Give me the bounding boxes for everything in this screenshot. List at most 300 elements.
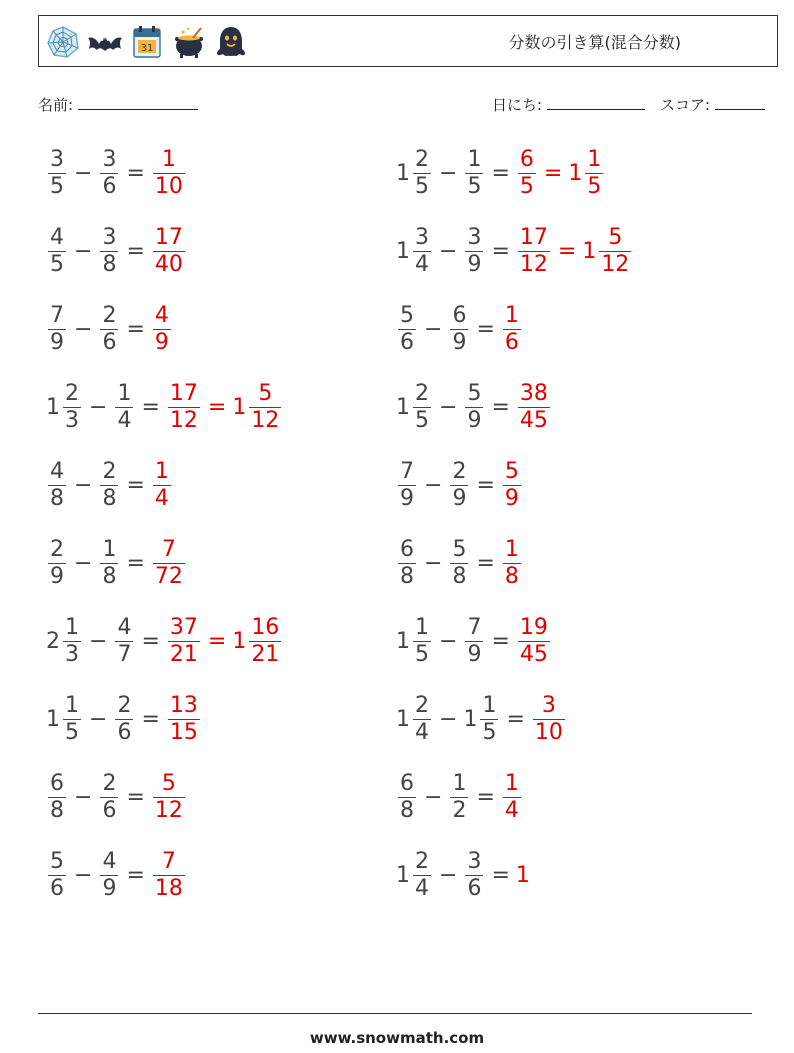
answer-fraction xyxy=(249,380,281,433)
minuend-numerator: 2 xyxy=(415,692,429,718)
cauldron-icon xyxy=(171,24,207,60)
subtrahend-number xyxy=(448,536,470,589)
minuend-number xyxy=(46,536,68,589)
equals-sign: = xyxy=(141,628,160,654)
minuend-numerator: 3 xyxy=(415,224,429,250)
answer-fraction xyxy=(518,146,536,199)
minus-sign: − xyxy=(424,472,443,498)
minus-sign: − xyxy=(424,784,443,810)
problem-item xyxy=(46,767,187,827)
answer-numerator: 1 xyxy=(161,146,176,172)
answer xyxy=(151,458,173,511)
answer-denominator: 8 xyxy=(504,563,519,589)
subtrahend-denominator: 6 xyxy=(102,173,117,199)
minus-sign: − xyxy=(74,550,93,576)
minuend-numerator: 6 xyxy=(400,536,414,562)
answer-numerator: 4 xyxy=(154,302,169,328)
problem-item xyxy=(46,611,283,671)
subtrahend-number xyxy=(463,146,485,199)
subtrahend-fraction xyxy=(100,224,118,277)
subtrahend-numerator: 7 xyxy=(467,614,482,640)
equals-sign: = xyxy=(126,472,145,498)
subtrahend-denominator: 9 xyxy=(467,407,482,433)
minuend-whole: 1 xyxy=(46,706,60,732)
answer-numerator: 38 xyxy=(519,380,548,406)
answer-numerator: 5 xyxy=(161,770,176,796)
answer-number xyxy=(151,770,187,823)
answer xyxy=(531,692,567,745)
answer xyxy=(516,380,552,433)
equals-sign: = xyxy=(141,706,160,732)
answer-fraction xyxy=(518,380,550,433)
answer-numerator: 13 xyxy=(169,692,198,718)
subtrahend-fraction xyxy=(465,380,483,433)
answer-denominator: 40 xyxy=(154,251,183,277)
answer xyxy=(166,614,283,667)
answer-number xyxy=(166,692,202,745)
minuend-number xyxy=(396,770,418,823)
subtrahend-fraction xyxy=(480,692,498,745)
answer-denominator: 5 xyxy=(519,173,534,199)
minuend-numerator: 2 xyxy=(65,380,79,406)
answer-fraction xyxy=(585,146,603,199)
score-blank xyxy=(715,95,765,110)
minus-sign: − xyxy=(74,784,93,810)
footer-url: www.snowmath.com xyxy=(309,1029,485,1047)
subtrahend-denominator: 9 xyxy=(452,485,467,511)
answer-numerator: 1 xyxy=(154,458,169,484)
answer xyxy=(501,770,523,823)
answer xyxy=(166,380,283,433)
subtrahend-fraction xyxy=(465,614,483,667)
minuend-number xyxy=(46,146,68,199)
equals-sign: = xyxy=(491,628,510,654)
minus-sign: − xyxy=(439,706,458,732)
minuend-numerator: 7 xyxy=(50,302,64,328)
answer xyxy=(166,692,202,745)
answer-whole: 1 xyxy=(232,628,247,654)
minuend-fraction xyxy=(48,302,66,355)
minuend-numerator: 5 xyxy=(400,302,414,328)
answer-numerator: 16 xyxy=(251,614,280,640)
answer-numerator: 17 xyxy=(154,224,183,250)
subtrahend-numerator: 1 xyxy=(482,692,497,718)
answer xyxy=(501,536,523,589)
problem-item xyxy=(46,377,283,437)
answer-number xyxy=(151,848,187,901)
answer-numerator: 1 xyxy=(504,302,519,328)
answer-fraction xyxy=(503,770,521,823)
minuend-denominator: 8 xyxy=(50,797,64,823)
subtrahend-numerator: 4 xyxy=(102,848,117,874)
minus-sign: − xyxy=(89,628,108,654)
subtrahend-denominator: 8 xyxy=(102,563,117,589)
minuend-fraction xyxy=(398,536,416,589)
minus-sign: − xyxy=(74,316,93,342)
minuend-numerator: 6 xyxy=(400,770,414,796)
calendar-icon xyxy=(129,24,165,60)
minuend-denominator: 6 xyxy=(50,875,64,901)
minuend-number xyxy=(396,302,418,355)
minuend-denominator: 5 xyxy=(50,251,64,277)
answer-number xyxy=(166,380,202,433)
answer-number xyxy=(151,302,173,355)
minuend-whole: 2 xyxy=(46,628,60,654)
minuend-fraction xyxy=(413,692,431,745)
answer-whole: 1 xyxy=(568,160,583,186)
answer-fraction xyxy=(249,614,281,667)
minuend-denominator: 9 xyxy=(400,485,414,511)
ghost-icon xyxy=(213,24,249,60)
date-label: 日にち: xyxy=(492,96,543,114)
answer-equals-sign: = xyxy=(207,628,227,654)
subtrahend-number xyxy=(113,692,135,745)
answer-numerator: 37 xyxy=(169,614,198,640)
minuend-fraction xyxy=(398,770,416,823)
answer-whole: 1 xyxy=(232,394,247,420)
minuend-denominator: 4 xyxy=(415,251,429,277)
problem-item xyxy=(46,689,202,749)
answer-number xyxy=(516,146,538,199)
subtrahend-number xyxy=(98,458,120,511)
minus-sign: − xyxy=(439,160,458,186)
answer xyxy=(501,302,523,355)
minuend-fraction xyxy=(413,146,431,199)
subtrahend-fraction xyxy=(450,458,468,511)
minuend-number xyxy=(46,770,68,823)
answer-denominator: 4 xyxy=(154,485,169,511)
worksheet-header xyxy=(38,15,778,67)
minus-sign: − xyxy=(439,238,458,264)
subtrahend-fraction xyxy=(100,458,118,511)
subtrahend-denominator: 9 xyxy=(452,329,467,355)
equals-sign: = xyxy=(126,550,145,576)
problem-item xyxy=(396,845,531,905)
answer xyxy=(516,614,552,667)
answer-numerator: 17 xyxy=(519,224,548,250)
minuend-denominator: 3 xyxy=(65,641,79,667)
problem-item xyxy=(396,767,523,827)
date-blank xyxy=(547,95,645,110)
minuend-number xyxy=(46,614,83,667)
answer-equals-sign: = xyxy=(543,160,563,186)
minuend-whole: 1 xyxy=(396,160,410,186)
equals-sign: = xyxy=(126,784,145,810)
minus-sign: − xyxy=(424,550,443,576)
subtrahend-denominator: 8 xyxy=(452,563,467,589)
minuend-numerator: 1 xyxy=(65,692,79,718)
minuend-whole: 1 xyxy=(396,862,410,888)
minuend-numerator: 5 xyxy=(50,848,64,874)
answer-number xyxy=(151,458,173,511)
minuend-denominator: 4 xyxy=(415,875,429,901)
minus-sign: − xyxy=(439,628,458,654)
problem-item xyxy=(396,377,552,437)
answer-number xyxy=(501,770,523,823)
subtrahend-fraction xyxy=(100,770,118,823)
minuend-denominator: 5 xyxy=(415,407,429,433)
subtrahend-denominator: 8 xyxy=(102,251,117,277)
subtrahend-fraction xyxy=(100,848,118,901)
answer-denominator: 10 xyxy=(534,719,563,745)
subtrahend-fraction xyxy=(115,692,133,745)
subtrahend-fraction xyxy=(115,614,133,667)
answer xyxy=(151,848,187,901)
footer-divider xyxy=(38,1013,752,1014)
minus-sign: − xyxy=(74,862,93,888)
bat-icon xyxy=(87,24,123,60)
answer-fraction xyxy=(533,692,565,745)
problem-item xyxy=(396,455,523,515)
worksheet-title: 分数の引き算(混合分数) xyxy=(508,33,681,52)
answer-denominator: 18 xyxy=(154,875,183,901)
subtrahend-numerator: 1 xyxy=(117,380,132,406)
subtrahend-numerator: 3 xyxy=(102,224,117,250)
equals-sign: = xyxy=(476,550,495,576)
minuend-number xyxy=(396,224,433,277)
answer-equals-sign: = xyxy=(557,238,577,264)
subtrahend-denominator: 6 xyxy=(102,329,117,355)
minuend-numerator: 2 xyxy=(415,146,429,172)
minuend-fraction xyxy=(48,458,66,511)
answer-fraction xyxy=(503,302,521,355)
subtrahend-fraction xyxy=(100,146,118,199)
minuend-denominator: 4 xyxy=(415,719,429,745)
minuend-numerator: 4 xyxy=(50,458,64,484)
svg-text:31: 31 xyxy=(140,43,154,54)
subtrahend-number xyxy=(98,146,120,199)
answer-fraction xyxy=(153,146,185,199)
answer-denominator: 12 xyxy=(519,251,548,277)
subtrahend-denominator: 6 xyxy=(467,875,482,901)
answer-number xyxy=(516,380,552,433)
minuend-whole: 1 xyxy=(396,394,410,420)
minuend-number xyxy=(396,848,433,901)
answer xyxy=(516,224,633,277)
answer-denominator: 12 xyxy=(251,407,280,433)
equals-sign: = xyxy=(506,706,525,732)
minus-sign: − xyxy=(439,862,458,888)
minus-sign: − xyxy=(89,706,108,732)
subtrahend-denominator: 5 xyxy=(482,719,497,745)
problem-item xyxy=(396,611,552,671)
equals-sign: = xyxy=(126,160,145,186)
subtrahend-numerator: 5 xyxy=(452,536,467,562)
problem-item xyxy=(396,689,567,749)
name-blank xyxy=(78,95,198,110)
answer-fraction xyxy=(503,536,521,589)
answer-numerator: 1 xyxy=(587,146,602,172)
subtrahend-numerator: 1 xyxy=(102,536,117,562)
equals-sign: = xyxy=(491,160,510,186)
answer-denominator: 72 xyxy=(154,563,183,589)
subtrahend-denominator: 9 xyxy=(467,251,482,277)
answer-denominator: 6 xyxy=(504,329,519,355)
minuend-denominator: 5 xyxy=(50,173,64,199)
minuend-whole: 1 xyxy=(396,238,410,264)
answer-number xyxy=(516,863,531,888)
answer-fraction xyxy=(153,302,171,355)
score-field xyxy=(660,94,765,115)
name-field xyxy=(38,94,198,115)
answer-number xyxy=(232,380,283,433)
subtrahend-numerator: 4 xyxy=(117,614,132,640)
answer-numerator: 5 xyxy=(608,224,623,250)
answer-denominator: 12 xyxy=(601,251,630,277)
answer-number xyxy=(501,302,523,355)
subtrahend-fraction xyxy=(465,146,483,199)
answer-numerator: 19 xyxy=(519,614,548,640)
subtrahend-numerator: 6 xyxy=(452,302,467,328)
subtrahend-number xyxy=(463,224,485,277)
answer-number xyxy=(531,692,567,745)
problem-item xyxy=(46,845,187,905)
subtrahend-number xyxy=(98,848,120,901)
subtrahend-number xyxy=(98,302,120,355)
equals-sign: = xyxy=(126,316,145,342)
subtrahend-number xyxy=(98,536,120,589)
minuend-denominator: 8 xyxy=(400,563,414,589)
equals-sign: = xyxy=(126,238,145,264)
answer-number xyxy=(151,224,187,277)
minuend-numerator: 2 xyxy=(415,848,429,874)
score-label: スコア: xyxy=(660,96,711,114)
equals-sign: = xyxy=(141,394,160,420)
minuend-fraction xyxy=(48,848,66,901)
answer-denominator: 5 xyxy=(587,173,602,199)
answer-number xyxy=(151,536,187,589)
answer-numerator: 17 xyxy=(169,380,198,406)
minus-sign: − xyxy=(74,160,93,186)
problem-item xyxy=(396,533,523,593)
answer-numerator: 6 xyxy=(519,146,534,172)
problem-item xyxy=(46,221,187,281)
subtrahend-denominator: 8 xyxy=(102,485,117,511)
subtrahend-number xyxy=(463,614,485,667)
subtrahend-number xyxy=(463,380,485,433)
minuend-fraction xyxy=(398,458,416,511)
answer-numerator: 7 xyxy=(161,848,176,874)
answer-fraction xyxy=(518,614,550,667)
subtrahend-fraction xyxy=(450,302,468,355)
equals-sign: = xyxy=(476,472,495,498)
minuend-denominator: 5 xyxy=(415,641,429,667)
problem-item xyxy=(46,533,187,593)
answer-number xyxy=(232,614,283,667)
answer-denominator: 12 xyxy=(169,407,198,433)
answer-fraction xyxy=(153,458,171,511)
subtrahend-denominator: 2 xyxy=(452,797,467,823)
subtrahend-denominator: 5 xyxy=(467,173,482,199)
answer-whole: 1 xyxy=(515,862,530,888)
minuend-denominator: 9 xyxy=(50,329,64,355)
answer-number xyxy=(501,536,523,589)
minuend-fraction xyxy=(413,224,431,277)
subtrahend-denominator: 9 xyxy=(467,641,482,667)
answer xyxy=(151,770,187,823)
minuend-fraction xyxy=(48,224,66,277)
answer-numerator: 1 xyxy=(504,770,519,796)
answer-equals-sign: = xyxy=(207,394,227,420)
subtrahend-fraction xyxy=(100,302,118,355)
subtrahend-numerator: 2 xyxy=(102,770,117,796)
answer-denominator: 45 xyxy=(519,407,548,433)
subtrahend-number xyxy=(448,302,470,355)
minuend-denominator: 9 xyxy=(50,563,64,589)
minuend-number xyxy=(396,614,433,667)
answer-number xyxy=(166,614,202,667)
answer-denominator: 9 xyxy=(504,485,519,511)
problem-item xyxy=(46,299,173,359)
answer-denominator: 10 xyxy=(154,173,183,199)
minuend-whole: 1 xyxy=(396,706,410,732)
answer-number xyxy=(516,614,552,667)
answer-numerator: 7 xyxy=(161,536,176,562)
subtrahend-fraction xyxy=(450,536,468,589)
subtrahend-fraction xyxy=(465,848,483,901)
minuend-number xyxy=(396,458,418,511)
answer-fraction xyxy=(153,224,185,277)
subtrahend-numerator: 2 xyxy=(452,458,467,484)
answer-denominator: 15 xyxy=(169,719,198,745)
answer-fraction xyxy=(599,224,631,277)
answer-number xyxy=(151,146,187,199)
minuend-denominator: 8 xyxy=(400,797,414,823)
minuend-number xyxy=(46,458,68,511)
minuend-fraction xyxy=(48,146,66,199)
minuend-number xyxy=(46,380,83,433)
minuend-denominator: 6 xyxy=(400,329,414,355)
minuend-numerator: 4 xyxy=(50,224,64,250)
minuend-number xyxy=(46,692,83,745)
subtrahend-numerator: 5 xyxy=(467,380,482,406)
equals-sign: = xyxy=(126,862,145,888)
minuend-numerator: 2 xyxy=(415,380,429,406)
minus-sign: − xyxy=(439,394,458,420)
answer-fraction xyxy=(153,536,185,589)
equals-sign: = xyxy=(491,862,510,888)
minuend-number xyxy=(396,692,433,745)
answer xyxy=(151,224,187,277)
answer-numerator: 5 xyxy=(258,380,273,406)
minuend-number xyxy=(396,380,433,433)
subtrahend-numerator: 1 xyxy=(452,770,467,796)
answer-numerator: 5 xyxy=(504,458,519,484)
answer-denominator: 21 xyxy=(169,641,198,667)
problem-item xyxy=(46,143,187,203)
subtrahend-number xyxy=(98,224,120,277)
problem-item xyxy=(396,299,523,359)
subtrahend-number xyxy=(448,770,470,823)
answer-whole: 1 xyxy=(582,238,597,264)
answer-number xyxy=(568,146,605,199)
equals-sign: = xyxy=(491,238,510,264)
subtrahend-number xyxy=(463,692,500,745)
minuend-number xyxy=(46,302,68,355)
answer-denominator: 4 xyxy=(504,797,519,823)
subtrahend-numerator: 2 xyxy=(102,302,117,328)
answer-numerator: 1 xyxy=(504,536,519,562)
answer-denominator: 45 xyxy=(519,641,548,667)
minuend-fraction xyxy=(63,692,81,745)
minuend-fraction xyxy=(48,770,66,823)
answer xyxy=(151,536,187,589)
answer-fraction xyxy=(168,380,200,433)
answer-denominator: 21 xyxy=(251,641,280,667)
minuend-fraction xyxy=(413,614,431,667)
minuend-numerator: 7 xyxy=(400,458,414,484)
minus-sign: − xyxy=(74,238,93,264)
